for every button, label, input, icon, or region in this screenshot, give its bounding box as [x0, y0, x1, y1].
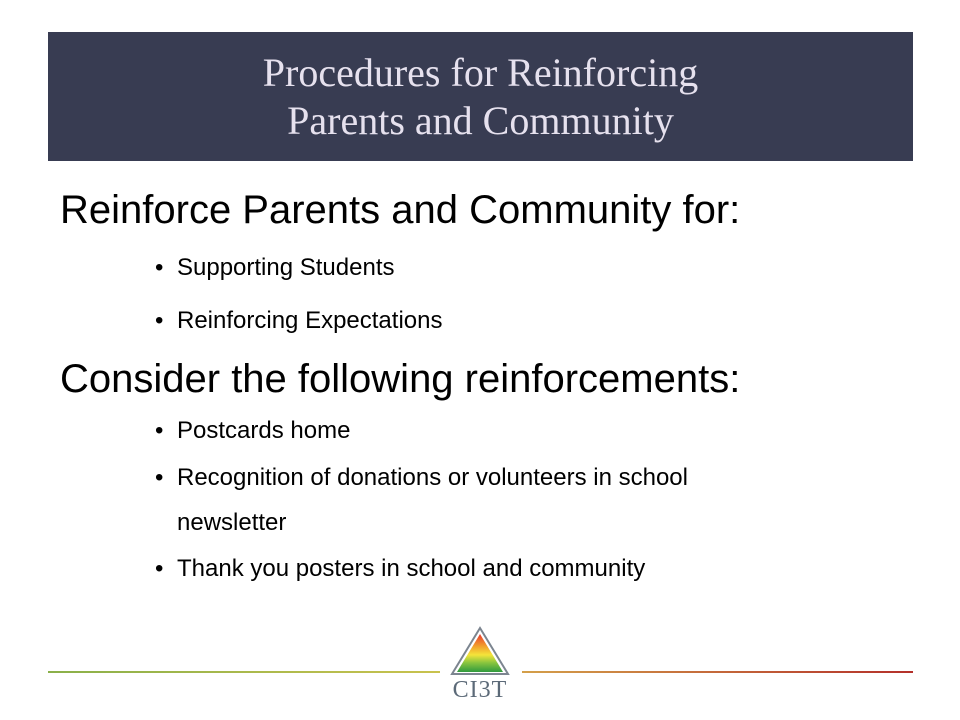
bullet-icon: • [155, 464, 164, 491]
bullet-text: Recognition of donations or volunteers in school [177, 464, 688, 491]
logo-wordmark: CI3T [452, 677, 508, 703]
title-bar [48, 32, 913, 161]
bullet-item [155, 555, 645, 583]
section-heading-consider: Consider the following reinforcements: [60, 357, 741, 401]
bullet-text: Reinforcing Expectations [177, 307, 443, 334]
bullet-item [155, 417, 350, 445]
slide-title-line-1: Procedures for Reinforcing [262, 49, 699, 95]
bullet-icon: • [155, 555, 164, 582]
triangle-logo-icon [446, 626, 514, 678]
section-heading-reinforce: Reinforce Parents and Community for: [60, 188, 741, 232]
bullet-text-continuation: newsletter [177, 509, 287, 536]
bullet-text: Supporting Students [177, 254, 395, 281]
bullet-item [155, 307, 442, 335]
bullet-item [155, 464, 688, 492]
bullet-text: Thank you posters in school and community [177, 555, 646, 582]
bullet-icon: • [155, 307, 164, 334]
footer-divider-right [522, 671, 913, 673]
bullet-item [155, 254, 395, 282]
bullet-icon: • [155, 417, 164, 444]
footer-divider-left [48, 671, 440, 673]
ci3t-logo [446, 626, 514, 716]
bullet-text: Postcards home [177, 417, 351, 444]
slide-title-line-2: Parents and Community [287, 97, 674, 143]
bullet-icon: • [155, 254, 164, 281]
